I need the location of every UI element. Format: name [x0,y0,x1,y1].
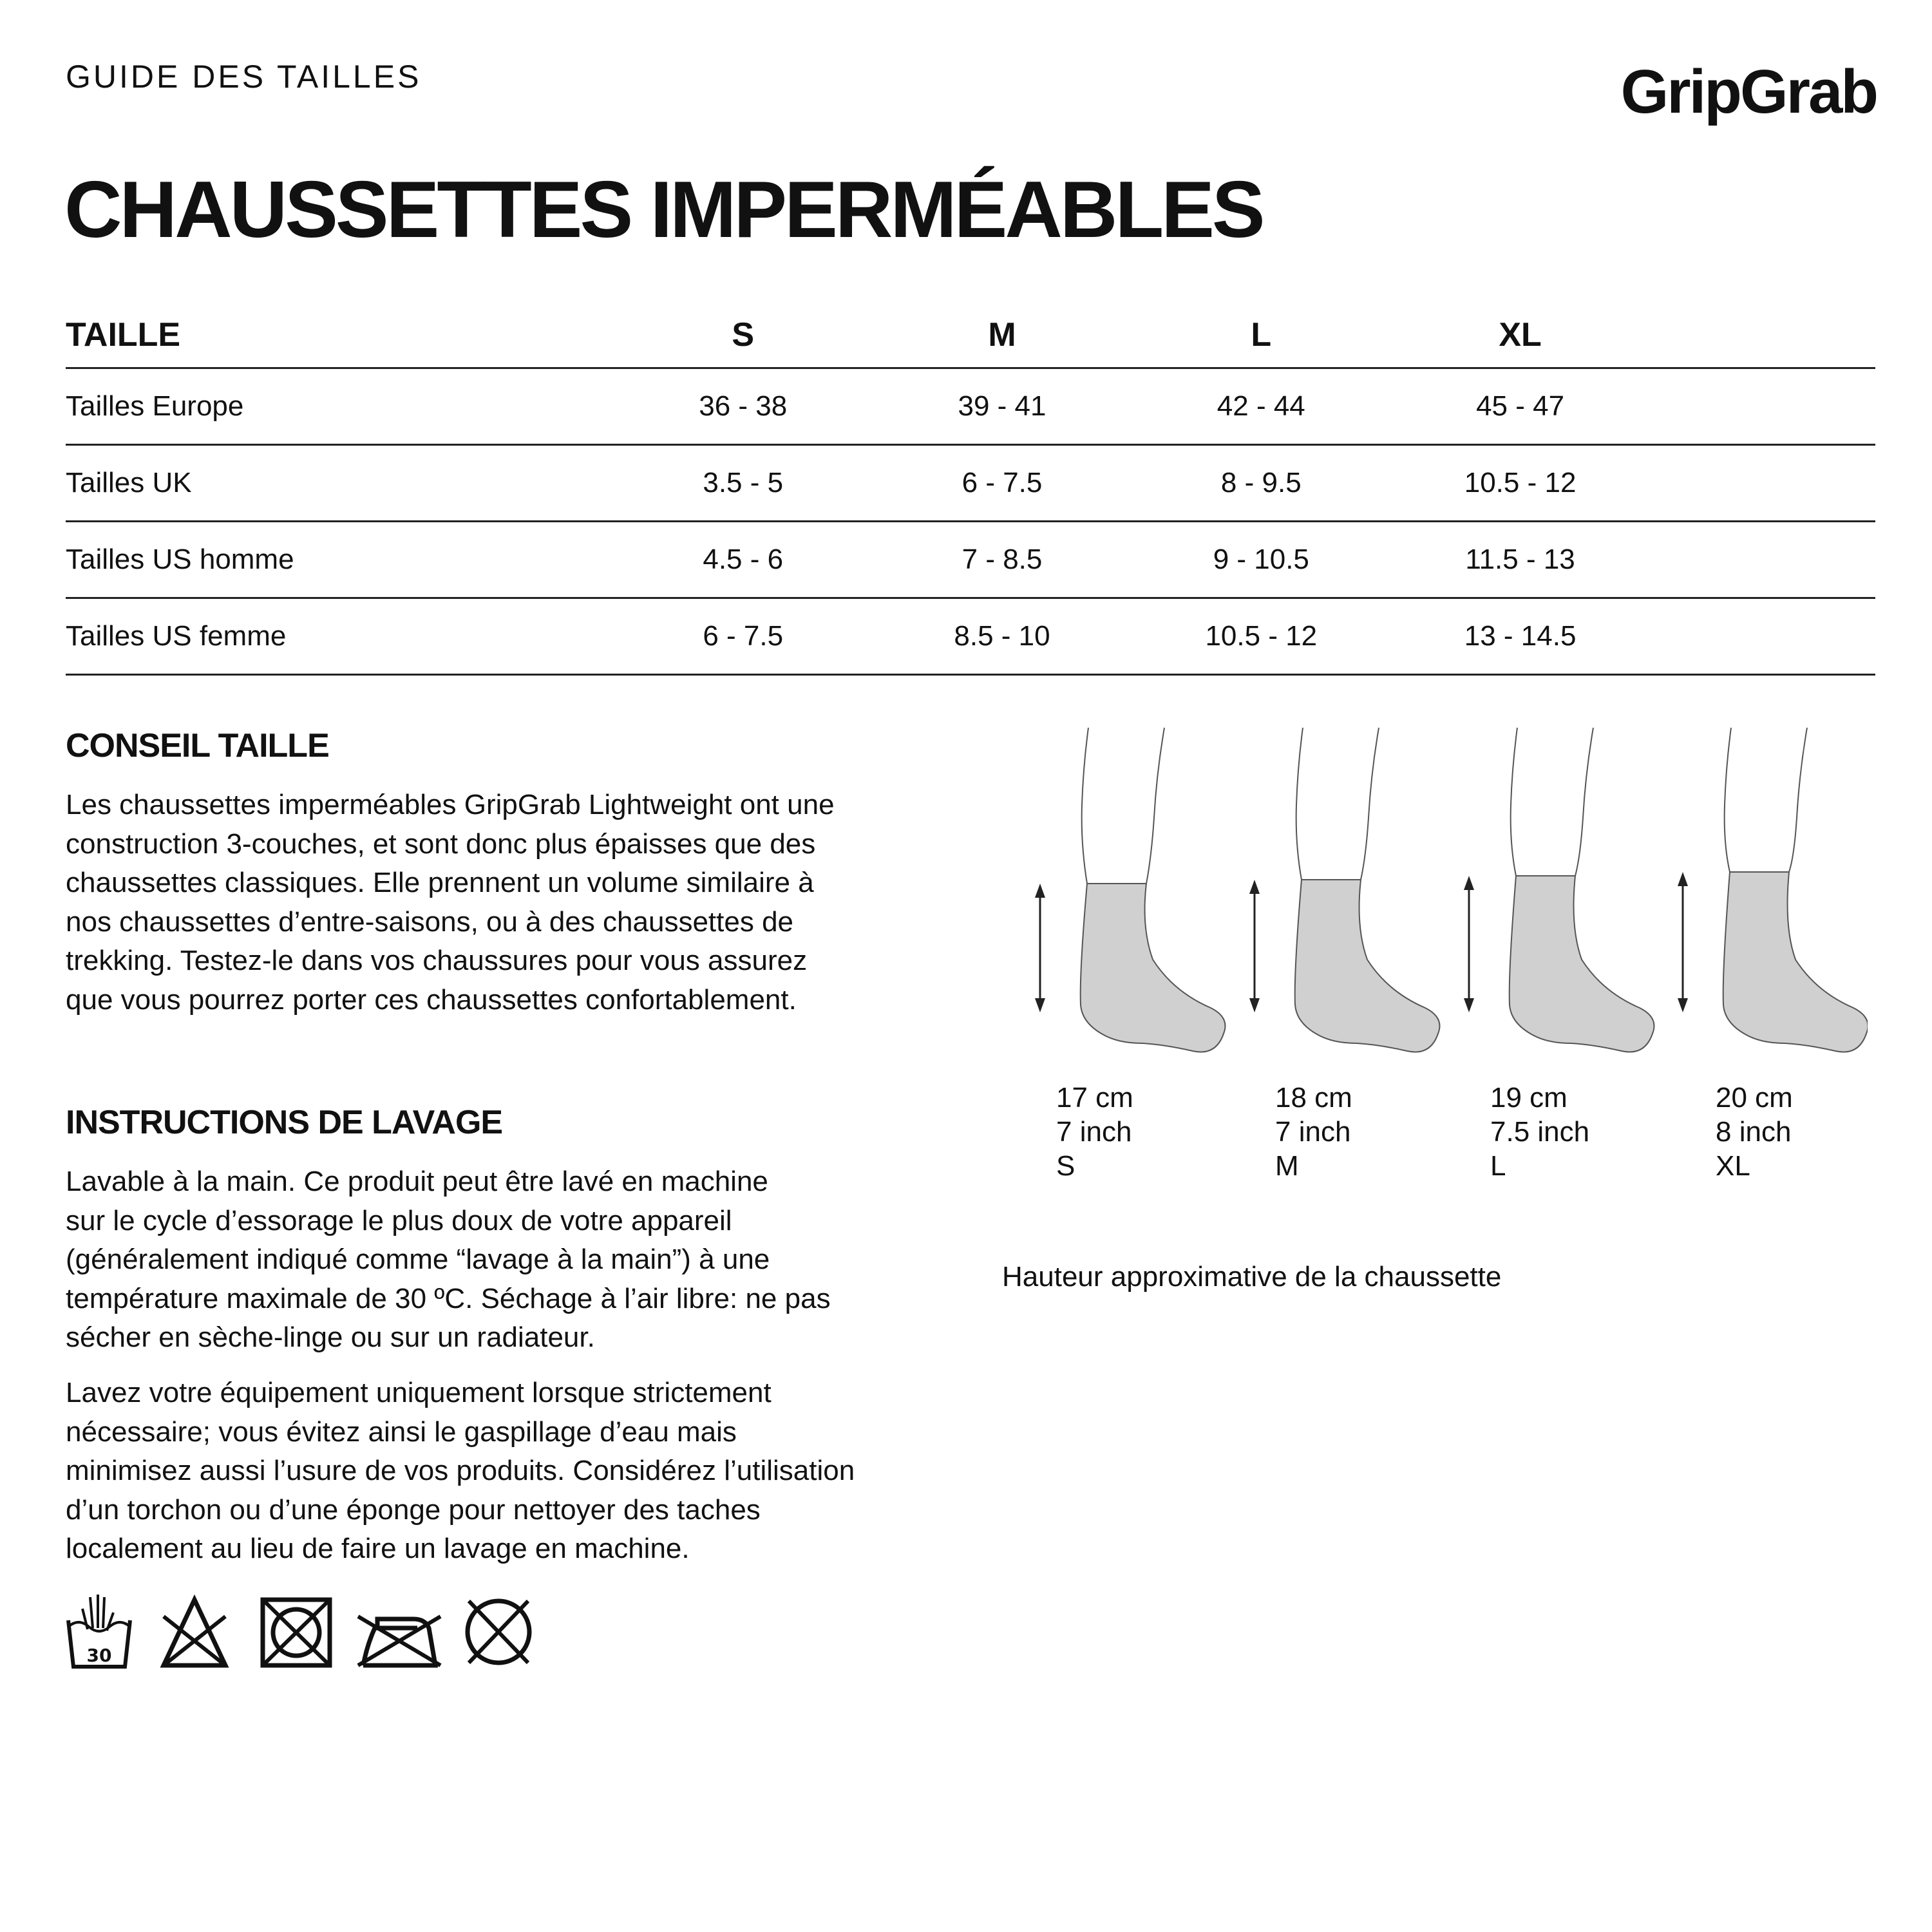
paragraph-line: sécher en sèche-linge ou sur un radiateur. [66,1321,595,1353]
table-row [66,522,1875,598]
size-header-m: M [873,303,1132,368]
sock-figure-s [1035,728,1226,1052]
row-label: Tailles Europe [66,368,614,445]
table-cell: 45 - 47 [1390,368,1649,445]
sock-height-illustrations [1005,715,1868,1075]
sock-label-s [1056,1081,1133,1183]
size-table-header-row [66,303,1875,368]
washing-paragraph-1 [66,1162,967,1358]
paragraph-line: nécessaire; vous évitez ainsi le gaspillage d’eau mais [66,1416,737,1448]
sock-size: S [1056,1150,1075,1182]
sock-shape [1510,876,1654,1052]
sock-shape [1081,884,1226,1052]
sock-height-inch: 7.5 inch [1490,1116,1590,1148]
paragraph-line: nos chaussettes d’entre-saisons, ou à des chaussettes de [66,905,794,938]
sock-height-cm: 17 cm [1056,1082,1133,1113]
table-row [66,445,1875,522]
table-cell: 39 - 41 [873,368,1132,445]
sock-height-cm: 20 cm [1716,1082,1793,1113]
table-cell: 9 - 10.5 [1132,522,1390,598]
sock-figure-l [1464,728,1654,1052]
leg-outline [1296,728,1379,880]
row-label: Tailles US femme [66,598,614,675]
table-cell: 11.5 - 13 [1390,522,1649,598]
sock-label-l [1490,1081,1589,1183]
table-row [66,368,1875,445]
row-label: Tailles UK [66,445,614,522]
table-spacer [1650,522,1875,598]
sock-figure-m [1249,728,1440,1052]
size-table-header-label: TAILLE [66,303,614,368]
row-label: Tailles US homme [66,522,614,598]
sock-label-xl [1716,1081,1793,1183]
sock-size: XL [1716,1150,1750,1182]
height-arrow-up-icon [1035,884,1045,898]
care-symbols [64,1591,554,1674]
table-spacer [1650,445,1875,522]
sock-height-cm: 19 cm [1490,1082,1567,1113]
table-cell: 6 - 7.5 [873,445,1132,522]
table-cell: 3.5 - 5 [614,445,873,522]
size-header-s: S [614,303,873,368]
leg-outline [1511,728,1593,876]
sock-size: L [1490,1150,1506,1182]
hand-wash-30-icon [68,1595,130,1667]
paragraph-line: sur le cycle d’essorage le plus doux de votre appareil [66,1204,732,1236]
brand-logo: GripGrab [1620,57,1877,126]
table-cell: 10.5 - 12 [1132,598,1390,675]
table-cell: 8 - 9.5 [1132,445,1390,522]
table-cell: 7 - 8.5 [873,522,1132,598]
no-bleach-icon [164,1600,225,1665]
table-cell: 42 - 44 [1132,368,1390,445]
table-spacer [1650,598,1875,675]
paragraph-line: trekking. Testez-le dans vos chaussures pour vous assurez [66,945,808,976]
washing-paragraph-2 [66,1374,967,1569]
sock-height-inch: 8 inch [1716,1116,1792,1148]
sock-shape [1723,872,1868,1052]
hand-wash-temp: 30 [86,1645,112,1666]
sock-shape [1295,880,1440,1052]
leg-outline [1725,728,1807,872]
table-cell: 8.5 - 10 [873,598,1132,675]
paragraph-line: localement au lieu de faire un lavage en machine. [66,1533,690,1564]
paragraph-line: que vous pourrez porter ces chaussettes confortablement. [66,983,797,1016]
table-cell: 4.5 - 6 [614,522,873,598]
size-header-xl: XL [1390,303,1649,368]
guide-kicker: GUIDE DES TAILLES [66,59,422,95]
size-header-l: L [1132,303,1390,368]
sock-height-caption: Hauteur approximative de la chaussette [1002,1261,1502,1293]
height-arrow-up-icon [1464,876,1474,890]
paragraph-line: température maximale de 30 ºC. Séchage à l’air libre: ne pas [66,1282,831,1314]
sock-height-cm: 18 cm [1275,1082,1352,1113]
table-cell: 36 - 38 [614,368,873,445]
height-arrow-up-icon [1678,872,1688,886]
page-title: CHAUSSETTES IMPERMÉABLES [64,166,1263,254]
height-arrow-up-icon [1249,880,1260,894]
no-tumble-dry-icon [263,1600,330,1665]
paragraph-line: d’un torchon ou d’une éponge pour nettoyer des taches [66,1493,761,1526]
size-table [66,303,1875,676]
table-spacer [1650,368,1875,445]
paragraph-line: chaussettes classiques. Elle prennent un volume similaire à [66,867,814,898]
height-arrow-down-icon [1678,998,1688,1012]
table-cell: 10.5 - 12 [1390,445,1649,522]
advice-heading: CONSEIL TAILLE [66,727,329,764]
paragraph-line: minimisez aussi l’usure de vos produits. Considérez l’utilisation [66,1455,855,1486]
paragraph-line: Lavable à la main. Ce produit peut être lavé en machine [66,1166,768,1197]
table-cell: 6 - 7.5 [614,598,873,675]
leg-outline [1082,728,1164,884]
size-table-spacer [1650,303,1875,368]
sock-height-inch: 7 inch [1056,1116,1132,1148]
paragraph-line: Les chaussettes imperméables GripGrab Lightweight ont une [66,789,835,820]
sock-label-m [1275,1081,1352,1183]
no-dry-clean-icon [468,1601,529,1663]
paragraph-line: Lavez votre équipement uniquement lorsque strictement [66,1377,772,1408]
paragraph-line: (généralement indiqué comme “lavage à la main”) à une [66,1244,770,1275]
table-row [66,598,1875,675]
paragraph-line: construction 3-couches, et sont donc plus épaisses que des [66,828,816,860]
height-arrow-down-icon [1035,998,1045,1012]
sock-figure-xl [1678,728,1868,1052]
height-arrow-down-icon [1464,998,1474,1012]
sock-size: M [1275,1150,1299,1182]
table-cell: 13 - 14.5 [1390,598,1649,675]
advice-paragraph [66,786,967,1019]
no-iron-icon [358,1616,440,1665]
height-arrow-down-icon [1249,998,1260,1012]
sock-height-inch: 7 inch [1275,1116,1351,1148]
washing-heading: INSTRUCTIONS DE LAVAGE [66,1104,503,1141]
